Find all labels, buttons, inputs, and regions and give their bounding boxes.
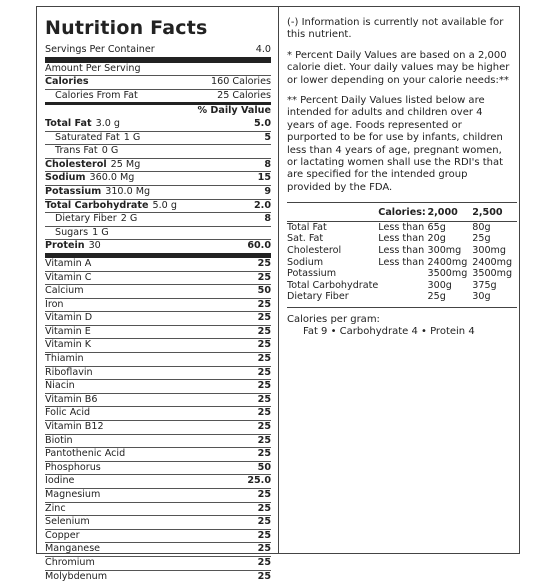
nutrient-label: Dietary Fiber <box>55 213 117 225</box>
nutrient-row <box>45 171 271 185</box>
calories-from-fat-value: 25 Calories <box>217 89 271 101</box>
vitamin-label: Vitamin C <box>45 271 92 283</box>
vitamin-label: Riboflavin <box>45 366 93 378</box>
nutrient-label: Sugars <box>55 226 89 238</box>
nutrient-dv: 9 <box>264 185 271 197</box>
vitamin-label: Thiamin <box>45 353 84 365</box>
vitamin-label: Iron <box>45 298 64 310</box>
vitamin-label: Calcium <box>45 285 84 297</box>
nutrient-row <box>45 239 271 253</box>
amount-per-serving <box>45 57 271 76</box>
vitamin-row <box>45 406 271 420</box>
vitamin-label: Vitamin A <box>45 257 92 269</box>
vitamin-dv: 25 <box>257 543 271 555</box>
dv-table-cell: Less than <box>378 256 425 268</box>
vitamin-label: Manganese <box>45 543 101 555</box>
vitamin-dv: 25 <box>257 489 271 500</box>
vitamin-label: Vitamin E <box>45 325 91 337</box>
vitamin-row <box>45 556 271 570</box>
dv-table-cell: 3500mg <box>427 268 468 280</box>
vitamin-row <box>45 420 271 434</box>
nutrient-row <box>45 226 271 240</box>
vitamin-dv: 25 <box>257 570 271 582</box>
vitamin-list <box>45 253 271 583</box>
dv-table-cell: 300mg <box>427 245 462 257</box>
nutrient-amount: 25 Mg <box>110 158 141 170</box>
dv-table-cell: 25g <box>472 233 491 245</box>
nutrient-amount: 1 G <box>92 226 109 238</box>
nutrition-facts-panel <box>37 7 279 582</box>
vitamin-dv: 25 <box>257 556 271 568</box>
nutrient-row <box>45 131 271 145</box>
nutrient-label: Trans Fat <box>55 145 98 157</box>
vitamin-row <box>45 352 271 366</box>
nutrient-row <box>45 118 271 131</box>
dv-table-cell: Total Carbohydrate <box>287 279 379 291</box>
vitamin-dv: 25 <box>257 407 271 419</box>
nutrient-dv: 8 <box>264 158 271 170</box>
calories-value: 160 Calories <box>211 76 271 88</box>
vitamin-dv: 25 <box>257 434 271 446</box>
dv-table-row <box>287 233 517 245</box>
vitamin-row <box>45 284 271 298</box>
nutrient-amount: 30 <box>88 240 101 252</box>
dv-table-cell: Dietary Fiber <box>287 291 349 303</box>
nutrient-amount: 0 G <box>101 145 119 157</box>
vitamin-row <box>45 570 271 583</box>
vitamin-dv: 25 <box>257 380 271 392</box>
vitamin-label: Niacin <box>45 380 75 392</box>
vitamin-label: Vitamin B6 <box>45 393 98 405</box>
pdv-note: * Percent Daily Values are based on a 2,000 calorie diet. Your daily values may be higher or lower depending on your calorie needs:** <box>287 49 510 86</box>
dv-table-row <box>287 268 517 280</box>
daily-value-header <box>45 102 271 118</box>
calories-per-gram-label: Calories per gram: <box>287 314 380 326</box>
dv-table-cell: 3500mg <box>472 268 513 280</box>
info-note: (-) Information is currently not available for this nutrient. <box>287 17 504 41</box>
nutrient-amount: 3.0 g <box>95 117 121 129</box>
nutrient-dv: 8 <box>264 213 271 225</box>
vitamin-dv: 25 <box>257 421 271 433</box>
dv-table-header <box>287 207 517 221</box>
vitamin-dv: 25 <box>257 339 271 351</box>
vitamin-dv: 25 <box>257 353 271 365</box>
dv-table-cell: 300g <box>427 279 452 291</box>
dv-table-cell: Sodium <box>287 256 324 268</box>
nutrient-label: Total Carbohydrate <box>45 199 149 211</box>
vitamin-row <box>45 434 271 448</box>
nutrition-title: Nutrition Facts <box>45 17 208 39</box>
nutrient-dv: 2.0 <box>254 199 271 211</box>
nutrient-dv: 5 <box>264 131 271 143</box>
vitamin-label: Molybdenum <box>45 570 108 582</box>
dv-table-cell: 65g <box>427 221 446 233</box>
dv-table-header-cell: Calories: <box>378 207 426 219</box>
dv-table-header-cell <box>287 207 378 221</box>
nutrient-amount: 360.0 Mg <box>89 172 135 184</box>
calories-from-fat-row <box>45 89 271 103</box>
vitamin-label: Vitamin D <box>45 312 93 324</box>
dv-table-cell: 300mg <box>472 245 506 257</box>
nutrient-row <box>45 199 271 213</box>
dv-table-cell: 80g <box>472 221 491 233</box>
vitamin-row <box>45 474 271 488</box>
vitamin-dv: 25 <box>257 366 271 378</box>
dv-table-cell: Cholesterol <box>287 245 342 257</box>
dv-table-cell: Less than <box>378 233 425 245</box>
servings-row <box>45 44 271 57</box>
vitamin-label: Selenium <box>45 516 90 528</box>
calories-from-fat-label: Calories From Fat <box>55 89 138 101</box>
nutrient-dv: 15 <box>257 172 271 184</box>
vitamin-row <box>45 447 271 461</box>
vitamin-label: Chromium <box>45 556 95 568</box>
vitamin-row <box>45 379 271 393</box>
dv-table-header-cell: 2,000 <box>427 207 458 219</box>
nutrient-label: Cholesterol <box>45 158 107 170</box>
vitamin-label: Pantothenic Acid <box>45 448 126 460</box>
vitamin-dv: 25 <box>257 516 271 528</box>
calories-per-gram <box>287 314 517 339</box>
servings-value: 4.0 <box>255 44 271 55</box>
vitamin-label: Vitamin B12 <box>45 421 104 433</box>
dv-table-cell: 2400mg <box>472 256 513 268</box>
dv-table-cell: 30g <box>472 291 491 303</box>
divider <box>287 307 517 308</box>
servings-label: Servings Per Container <box>45 44 155 55</box>
nutrient-list <box>45 118 271 253</box>
vitamin-dv: 25 <box>257 325 271 337</box>
vitamin-label: Phosphorus <box>45 461 101 473</box>
vitamin-dv: 25 <box>257 502 271 514</box>
vitamin-label: Vitamin K <box>45 339 92 351</box>
dv-table-header-cell: 2,500 <box>472 207 503 219</box>
amount-per-serving-label: Amount Per Serving <box>45 62 141 74</box>
dv-table-row <box>287 291 517 303</box>
nutrition-label <box>36 6 520 582</box>
vitamin-dv: 25 <box>257 529 271 541</box>
dv-table-row <box>287 280 517 292</box>
nutrient-amount: 5.0 g <box>152 199 177 211</box>
dv-table-row <box>287 221 517 233</box>
dv-table-cell: Less than <box>378 221 425 233</box>
pdv-note-2: ** Percent Daily Values listed below are intended for adults and children over 4 years of age. Foods represented or purported to be for use by infants, children less than 4 years of age, pregnant women, or lactating women shall use the RDI's that are specified for the intended group provided by the FDA. <box>287 95 504 193</box>
dv-table-cell: 20g <box>427 233 446 245</box>
vitamin-row <box>45 258 271 271</box>
dv-table-cell: Potassium <box>287 268 337 280</box>
dv-table-cell <box>378 291 427 303</box>
dv-table-cell: 375g <box>472 279 497 291</box>
daily-value-header-label: % Daily Value <box>197 105 271 117</box>
nutrient-label: Total Fat <box>45 117 92 129</box>
nutrient-row <box>45 185 271 199</box>
calories-label: Calories <box>45 76 89 88</box>
dv-table-row <box>287 257 517 269</box>
vitamin-row <box>45 502 271 516</box>
dv-table-cell: Sat. Fat <box>287 233 324 245</box>
nutrient-dv: 5.0 <box>254 117 271 129</box>
nutrient-row <box>45 144 271 158</box>
vitamin-row <box>45 461 271 475</box>
vitamin-label: Copper <box>45 529 80 541</box>
vitamin-label: Magnesium <box>45 489 101 500</box>
nutrient-label: Potassium <box>45 185 102 197</box>
vitamin-row <box>45 298 271 312</box>
vitamin-row <box>45 271 271 285</box>
vitamin-row <box>45 311 271 325</box>
vitamin-row <box>45 529 271 543</box>
vitamin-dv: 25 <box>257 271 271 283</box>
nutrient-amount: 310.0 Mg <box>105 185 151 197</box>
vitamin-dv: 25 <box>257 312 271 324</box>
nutrient-amount: 1 G <box>123 131 141 143</box>
vitamin-row <box>45 393 271 407</box>
nutrient-label: Protein <box>45 240 85 252</box>
vitamin-dv: 50 <box>257 285 271 297</box>
vitamin-row <box>45 338 271 352</box>
vitamin-row <box>45 366 271 380</box>
dv-table-cell <box>378 268 427 280</box>
vitamin-dv: 50 <box>257 461 271 473</box>
divider <box>287 202 517 203</box>
dv-table-cell: Less than <box>378 245 425 257</box>
vitamin-row <box>45 325 271 339</box>
nutrient-row <box>45 212 271 226</box>
vitamin-dv: 25 <box>257 298 271 310</box>
dv-table-cell: Total Fat <box>287 221 327 233</box>
nutrient-amount: 2 G <box>120 213 138 225</box>
vitamin-dv: 25 <box>257 257 271 269</box>
dv-table-row <box>287 245 517 257</box>
dv-table-cell: 2400mg <box>427 256 468 268</box>
nutrient-row <box>45 158 271 172</box>
nutrient-dv: 60.0 <box>247 240 271 252</box>
calories-per-gram-values: Fat 9 • Carbohydrate 4 • Protein 4 <box>303 326 475 338</box>
vitamin-label: Zinc <box>45 502 66 514</box>
vitamin-dv: 25 <box>257 393 271 405</box>
daily-values-table <box>287 207 517 303</box>
nutrient-label: Sodium <box>45 172 86 184</box>
vitamin-row <box>45 488 271 502</box>
vitamin-row <box>45 515 271 529</box>
vitamin-dv: 25.0 <box>247 475 271 487</box>
nutrient-label: Saturated Fat <box>55 131 120 143</box>
dv-table-cell <box>378 280 427 292</box>
calories-row <box>45 75 271 89</box>
vitamin-label: Biotin <box>45 434 73 446</box>
dv-table-cell: 25g <box>427 291 446 303</box>
vitamin-label: Iodine <box>45 475 75 487</box>
vitamin-dv: 25 <box>257 448 271 460</box>
vitamin-row <box>45 542 271 556</box>
vitamin-label: Folic Acid <box>45 407 91 419</box>
notes-panel <box>287 7 517 563</box>
